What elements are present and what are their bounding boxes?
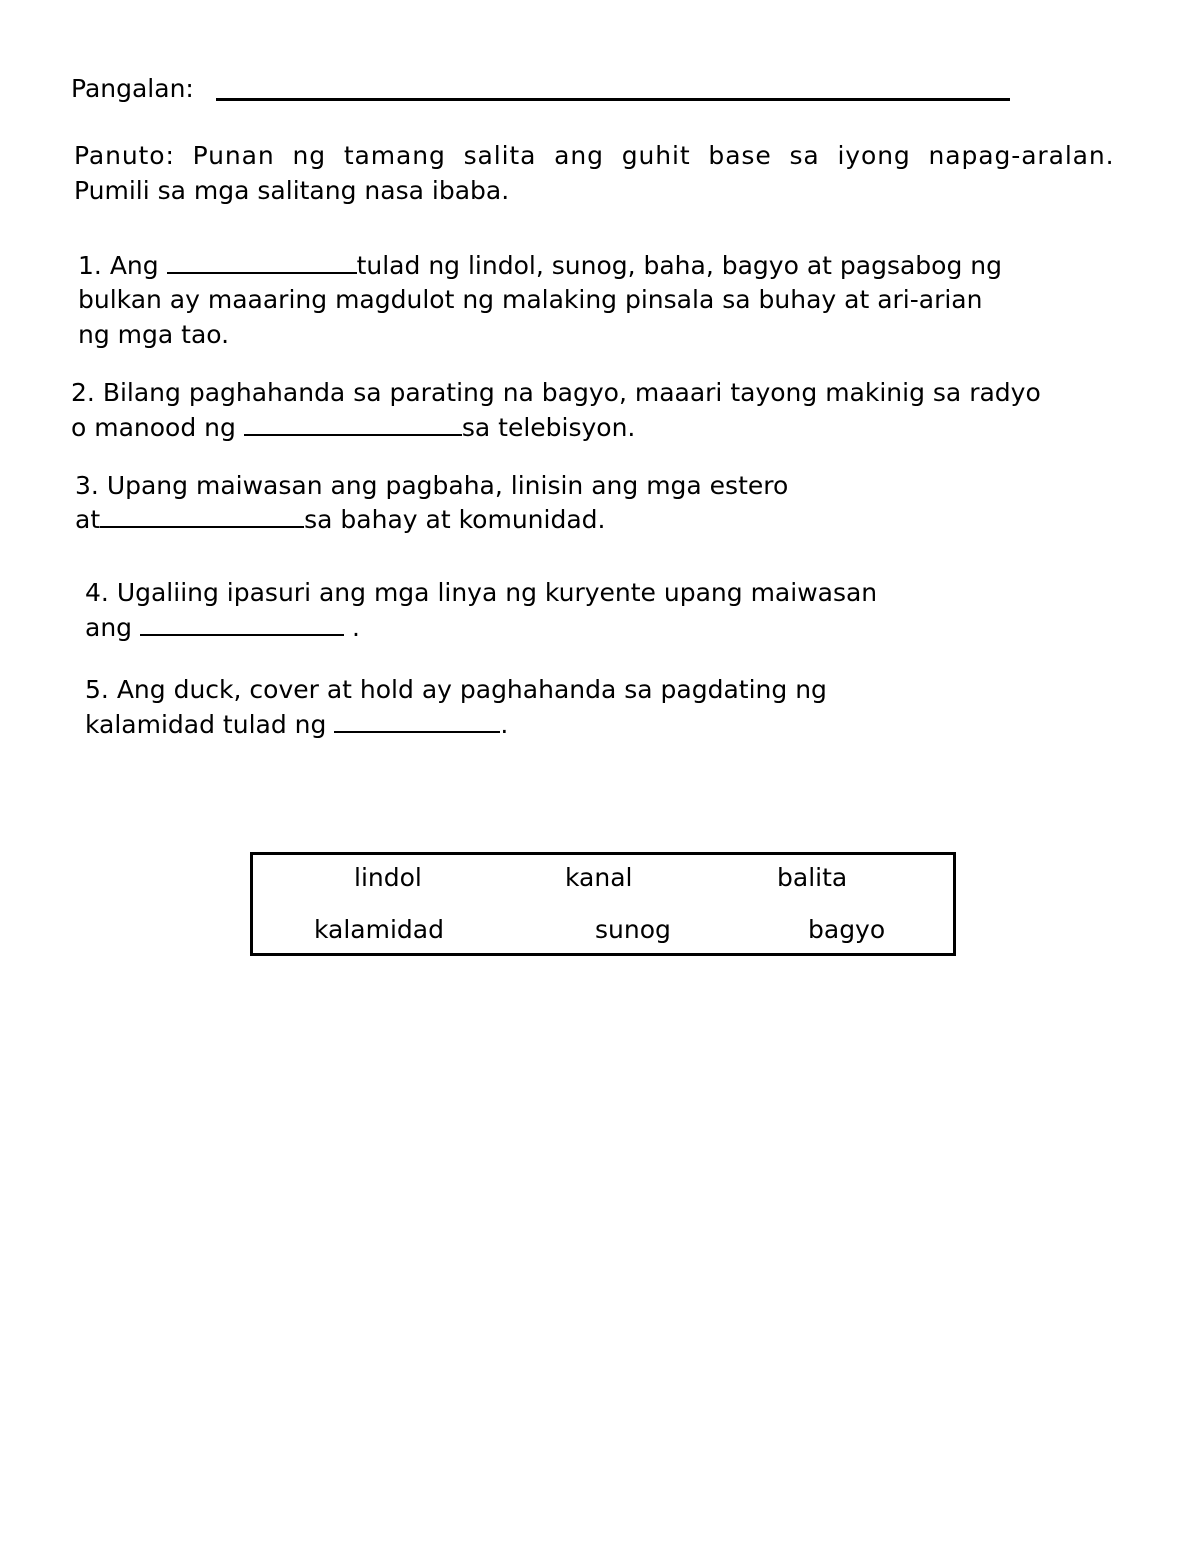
item-3-after: sa bahay at komunidad. [304,505,606,534]
item-2-number: 2. [71,378,95,407]
item-4-line-2 [85,611,360,645]
item-1-after: tulad ng lindol, sunog, baha, bagyo at pagsabog ng [356,251,1003,280]
item-3-text: Upang maiwasan ang pagbaha, linisin ang mga estero [106,471,789,500]
name-label: Pangalan: [71,74,194,103]
item-1-blank[interactable] [167,250,357,274]
item-2-line-2 [71,411,635,445]
item-4-text: Ugaliing ipasuri ang mga linya ng kuryente upang maiwasan [116,578,878,607]
item-4-line-1 [85,576,877,610]
item-4-after: . [351,613,360,642]
word-bank-box [250,852,956,956]
word-bank-item: kalamidad [314,915,444,944]
item-5-line-1 [85,673,827,707]
item-1-line-1 [78,249,1002,283]
item-2-line-1 [71,376,1041,410]
item-1-line-3: ng mga tao. [78,320,230,349]
item-5-before: kalamidad tulad ng [85,710,327,739]
item-5-after: . [500,710,509,739]
item-3-number: 3. [75,471,99,500]
item-1-line-2: bulkan ay maaaring magdulot ng malaking pinsala sa buhay at ari-arian [78,285,983,314]
instructions-line-1: Panuto: Punan ng tamang salita ang guhit base sa iyong napag-aralan. [74,141,1115,170]
item-5-text: Ang duck, cover at hold ay paghahanda sa pagdating ng [116,675,827,704]
item-2-blank[interactable] [244,412,462,436]
item-4-blank[interactable] [140,612,344,636]
item-2-text: Bilang paghahanda sa parating na bagyo, maaari tayong makinig sa radyo [102,378,1041,407]
item-3-before: at [75,505,101,534]
word-bank-item: lindol [354,863,422,892]
item-3-blank[interactable] [100,504,304,528]
name-blank[interactable] [216,76,1010,101]
item-3-line-2 [75,503,605,537]
word-bank-item: sunog [595,915,671,944]
word-bank-item: balita [777,863,848,892]
item-3-line-1 [75,469,788,503]
item-5-number: 5. [85,675,109,704]
item-1-number: 1. [78,251,102,280]
item-2-before: o manood ng [71,413,236,442]
item-4-before: ang [85,613,133,642]
item-5-line-2 [85,708,508,742]
item-1-before: Ang [109,251,159,280]
item-5-blank[interactable] [334,709,500,733]
instructions-line-2: Pumili sa mga salitang nasa ibaba. [74,176,510,205]
item-4-number: 4. [85,578,109,607]
word-bank-item: bagyo [808,915,886,944]
word-bank-item: kanal [565,863,633,892]
item-2-after: sa telebisyon. [461,413,636,442]
